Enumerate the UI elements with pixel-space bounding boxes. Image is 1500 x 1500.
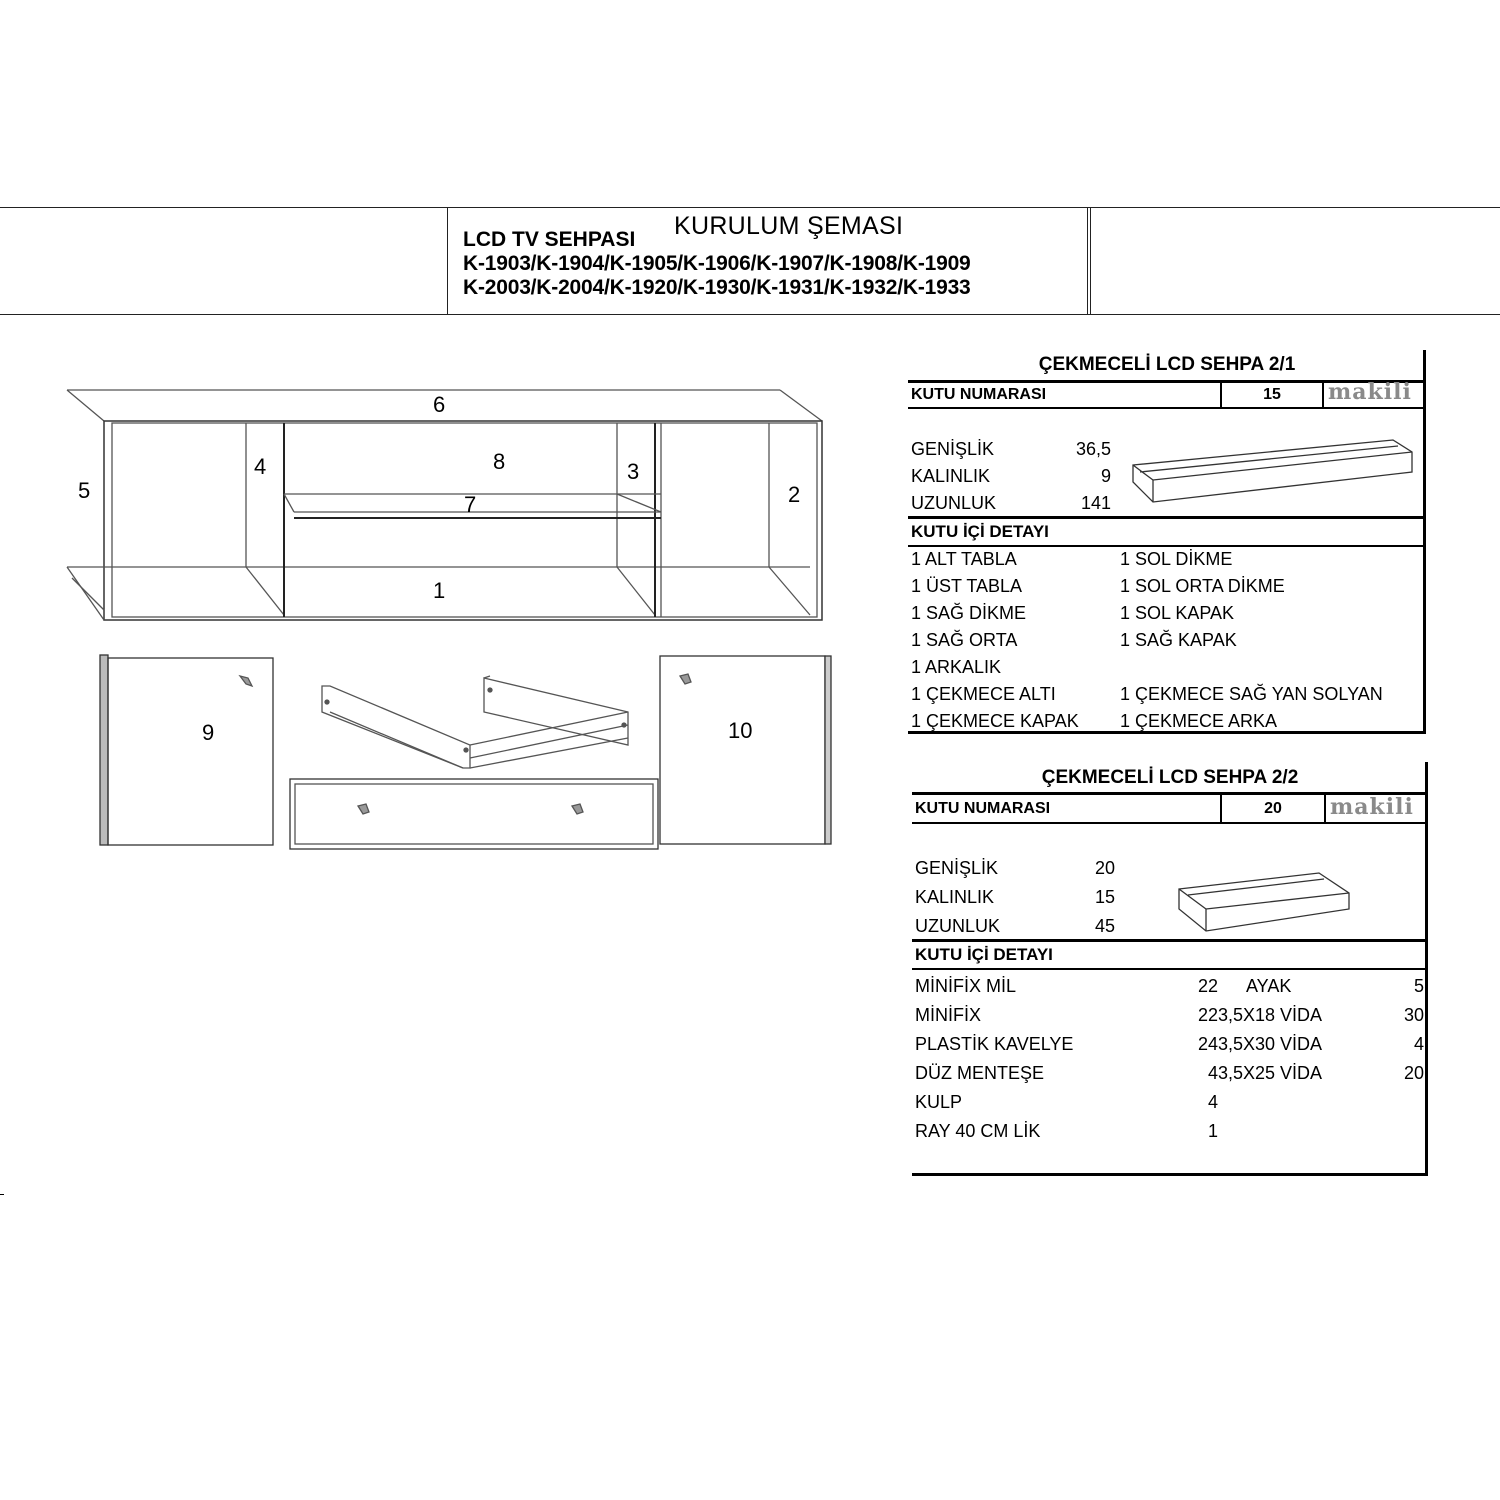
dim-label-thickness: KALINLIK bbox=[915, 887, 995, 907]
box-number-value: 20 bbox=[1264, 800, 1282, 817]
part-number-6: 6 bbox=[433, 392, 446, 417]
hardware-name: PLASTİK KAVELYE bbox=[915, 1034, 1074, 1054]
list-item: 1 ÇEKMECE SAĞ YAN SOLYAN bbox=[1120, 684, 1383, 704]
box-2-icon bbox=[1174, 867, 1354, 937]
list-item: 1 ÇEKMECE ALTI bbox=[911, 684, 1056, 704]
list-item: 1 SOL DİKME bbox=[1120, 549, 1233, 569]
divider bbox=[1322, 381, 1324, 408]
divider bbox=[912, 968, 1428, 970]
list-item: 1 SAĞ DİKME bbox=[911, 603, 1027, 623]
hardware-qty: 22 bbox=[1197, 1005, 1218, 1025]
hardware-name-2: AYAK bbox=[1246, 976, 1292, 996]
part-number-2: 2 bbox=[788, 482, 801, 507]
dim-value-width: 36,5 bbox=[1075, 439, 1111, 459]
list-item: 1 ÇEKMECE KAPAK bbox=[911, 711, 1079, 731]
hardware-name: KULP bbox=[915, 1092, 963, 1112]
list-item: 1 SOL ORTA DİKME bbox=[1120, 576, 1285, 596]
list-item: 1 ARKALIK bbox=[911, 657, 1002, 677]
header-divider-right-b bbox=[1090, 207, 1091, 315]
dim-label-length: UZUNLUK bbox=[911, 493, 997, 513]
list-item: 1 SOL KAPAK bbox=[1120, 603, 1235, 623]
box-label-2-title: ÇEKMECELİ LCD SEHPA 2/2 bbox=[1041, 767, 1299, 788]
margin-tick bbox=[0, 1194, 4, 1195]
box-label-1-title: ÇEKMECELİ LCD SEHPA 2/1 bbox=[1038, 354, 1296, 375]
box-label-2 bbox=[912, 762, 1430, 1176]
drawer-box bbox=[322, 676, 628, 768]
brand-logo: makili bbox=[1330, 794, 1414, 820]
assembly-diagram bbox=[0, 0, 900, 900]
part-number-7: 7 bbox=[464, 492, 477, 517]
box-1-icon bbox=[1128, 430, 1423, 510]
hardware-name-2: 3,5X25 VİDA bbox=[1218, 1063, 1323, 1083]
list-item: 1 ALT TABLA bbox=[911, 549, 1017, 569]
dim-label-width: GENİŞLİK bbox=[911, 439, 995, 459]
hardware-name: RAY 40 CM LİK bbox=[915, 1121, 1041, 1141]
dim-value-width: 20 bbox=[1094, 858, 1115, 878]
dim-value-length: 141 bbox=[1080, 493, 1111, 513]
hardware-qty: 4 bbox=[1207, 1063, 1218, 1083]
divider bbox=[912, 939, 1428, 942]
hardware-qty: 24 bbox=[1197, 1034, 1218, 1054]
dim-value-length: 45 bbox=[1094, 916, 1115, 936]
part-number-5: 5 bbox=[78, 478, 91, 503]
part-number-9: 9 bbox=[202, 720, 215, 745]
hardware-qty: 4 bbox=[1207, 1092, 1218, 1112]
divider bbox=[908, 407, 1426, 409]
model-codes-line-1: K-1903/K-1904/K-1905/K-1906/K-1907/K-1908/K-1909 bbox=[463, 252, 971, 275]
hardware-qty-2: 4 bbox=[1413, 1034, 1424, 1054]
contents-title: KUTU İÇİ DETAYI bbox=[915, 945, 1053, 964]
divider bbox=[908, 516, 1426, 519]
hardware-qty-2: 30 bbox=[1403, 1005, 1424, 1025]
hardware-qty: 22 bbox=[1197, 976, 1218, 996]
divider bbox=[1324, 793, 1326, 823]
list-item: 1 SAĞ KAPAK bbox=[1120, 630, 1237, 650]
hardware-qty-2: 20 bbox=[1403, 1063, 1424, 1083]
part-number-3: 3 bbox=[627, 459, 640, 484]
box-number-label: KUTU NUMARASI bbox=[911, 386, 1047, 403]
hardware-name-2: 3,5X30 VİDA bbox=[1218, 1034, 1323, 1054]
header-divider-right-a bbox=[1087, 207, 1088, 315]
part-number-10: 10 bbox=[728, 718, 753, 743]
dim-value-thickness: 15 bbox=[1094, 887, 1115, 907]
list-item: 1 ÇEKMECE ARKA bbox=[1120, 711, 1278, 731]
hardware-name: MİNİFİX bbox=[915, 1005, 981, 1025]
list-item: 1 SAĞ ORTA bbox=[911, 630, 1018, 650]
drawer-front bbox=[290, 779, 658, 849]
part-number-8: 8 bbox=[493, 449, 506, 474]
right-door bbox=[660, 656, 831, 844]
hardware-qty: 1 bbox=[1207, 1121, 1218, 1141]
hardware-name: MİNİFİX MİL bbox=[915, 976, 1017, 996]
left-door bbox=[100, 655, 273, 845]
box-number-value: 15 bbox=[1263, 386, 1281, 403]
box-label-1 bbox=[908, 350, 1426, 734]
hardware-qty-2: 5 bbox=[1413, 976, 1424, 996]
product-name: LCD TV SEHPASI bbox=[463, 228, 636, 251]
box-number-label: KUTU NUMARASI bbox=[915, 800, 1051, 817]
contents-title: KUTU İÇİ DETAYI bbox=[911, 522, 1049, 541]
model-codes-line-2: K-2003/K-2004/K-1920/K-1930/K-1931/K-1932/K-1933 bbox=[463, 276, 971, 299]
divider bbox=[908, 545, 1426, 547]
dim-value-thickness: 9 bbox=[1100, 466, 1111, 486]
part-number-4: 4 bbox=[254, 454, 267, 479]
dim-label-length: UZUNLUK bbox=[915, 916, 1001, 936]
part-number-1: 1 bbox=[433, 578, 446, 603]
hardware-name-2: 3,5X18 VİDA bbox=[1218, 1005, 1323, 1025]
dim-label-thickness: KALINLIK bbox=[911, 466, 991, 486]
divider bbox=[912, 822, 1428, 824]
brand-logo: makili bbox=[1328, 379, 1412, 405]
dim-label-width: GENİŞLİK bbox=[915, 858, 999, 878]
page-title: KURULUM ŞEMASI bbox=[674, 212, 904, 240]
hardware-name: DÜZ MENTEŞE bbox=[915, 1063, 1045, 1083]
list-item: 1 ÜST TABLA bbox=[911, 576, 1023, 596]
